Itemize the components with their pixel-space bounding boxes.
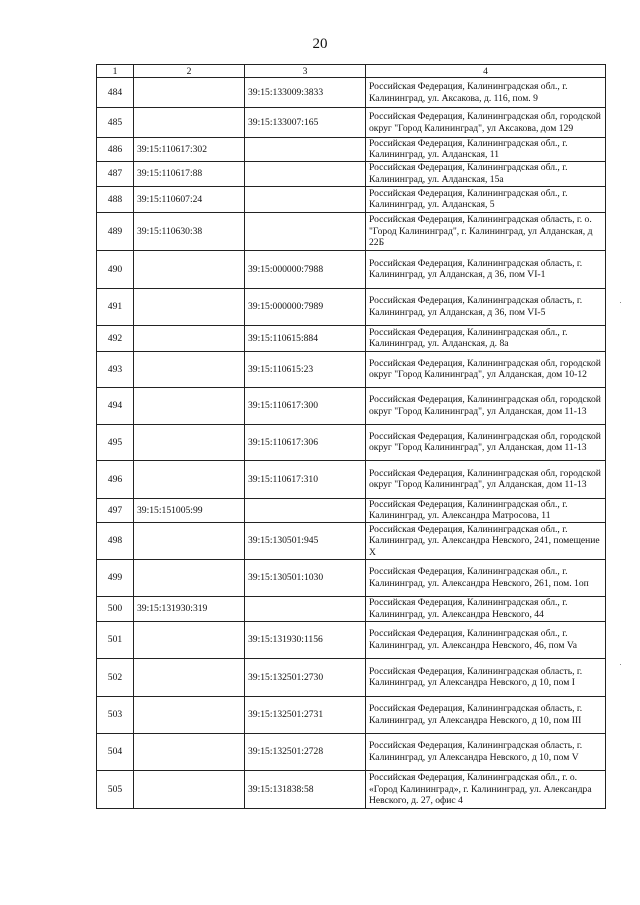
- cadastral-number-object: 39:15:132501:2731: [245, 696, 366, 733]
- address-cell: Российская Федерация, Калининградская обл., г. Калининград, ул. Алданская, 5: [366, 186, 606, 212]
- table-row: [97, 250, 606, 288]
- cadastral-number-land: [134, 325, 245, 351]
- scan-speck: [620, 302, 621, 303]
- table-row: [97, 696, 606, 733]
- address-cell: Российская Федерация, Калининградская обл, городской округ "Город Калининград", ул Алданская, дом 11-13: [366, 387, 606, 424]
- table-row: [97, 138, 606, 162]
- row-number: 502: [97, 658, 134, 696]
- row-number: 484: [97, 78, 134, 108]
- cadastral-number-object: 39:15:133009:3833: [245, 78, 366, 108]
- address-cell: Российская Федерация, Калининградская обл., г. Калининград, ул. Алданская, д. 8а: [366, 325, 606, 351]
- address-cell: Российская Федерация, Калининградская область, г. Калининград, ул Александра Невского, д 10, пом V: [366, 733, 606, 770]
- cadastral-number-object: [245, 498, 366, 522]
- cadastral-number-object: [245, 596, 366, 621]
- address-cell: Российская Федерация, Калининградская обл., г. о. «Город Калининград», г. Калининград, ул. Александра Невского, д. 27, офис 4: [366, 770, 606, 808]
- address-cell: Российская Федерация, Калининградская обл, городской округ "Город Калининград", ул Алданская, дом 11-13: [366, 460, 606, 498]
- table-row: [97, 212, 606, 250]
- table-row: [97, 108, 606, 138]
- cadastral-number-object: 39:15:110615:884: [245, 325, 366, 351]
- table-row: [97, 161, 606, 186]
- address-cell: Российская Федерация, Калининградская обл., г. Калининград, ул. Александра Невского, 261, пом. 1оп: [366, 559, 606, 596]
- address-cell: Российская Федерация, Калининградская обл., г. Калининград, ул. Александра Матросова, 11: [366, 498, 606, 522]
- address-cell: Российская Федерация, Калининградская обл., г. Калининград, ул. Аксакова, д. 116, пом. 9: [366, 78, 606, 108]
- row-number: 495: [97, 424, 134, 460]
- address-cell: Российская Федерация, Калининградская обл., г. Калининград, ул. Александра Невского, 46, пом Va: [366, 621, 606, 658]
- cadastral-number-land: [134, 387, 245, 424]
- page-number: 20: [312, 36, 328, 52]
- row-number: 497: [97, 498, 134, 522]
- cadastral-number-land: [134, 733, 245, 770]
- column-header: 3: [245, 65, 366, 78]
- cadastral-number-object: 39:15:000000:7989: [245, 288, 366, 325]
- row-number: 505: [97, 770, 134, 808]
- cadastral-number-land: 39:15:110617:302: [134, 138, 245, 162]
- cadastral-number-land: [134, 424, 245, 460]
- cadastral-number-land: [134, 621, 245, 658]
- row-number: 504: [97, 733, 134, 770]
- table-row: [97, 460, 606, 498]
- table-row: [97, 78, 606, 108]
- cadastral-number-land: [134, 770, 245, 808]
- row-number: 503: [97, 696, 134, 733]
- cadastral-number-land: 39:15:131930:319: [134, 596, 245, 621]
- table-row: [97, 596, 606, 621]
- cadastral-number-land: [134, 108, 245, 138]
- cadastral-number-object: [245, 212, 366, 250]
- registry-table: [96, 64, 606, 809]
- row-number: 500: [97, 596, 134, 621]
- address-cell: Российская Федерация, Калининградская обл., г. Калининград, ул. Алданская, 15а: [366, 161, 606, 186]
- table-row: [97, 351, 606, 387]
- cadastral-number-land: [134, 559, 245, 596]
- cadastral-number-object: [245, 138, 366, 162]
- row-number: 491: [97, 288, 134, 325]
- table-row: [97, 621, 606, 658]
- table-row: [97, 522, 606, 559]
- row-number: 499: [97, 559, 134, 596]
- cadastral-number-land: 39:15:110630:38: [134, 212, 245, 250]
- table-row: [97, 186, 606, 212]
- cadastral-number-land: [134, 78, 245, 108]
- address-cell: Российская Федерация, Калининградская область, г. Калининград, ул Александра Невского, д 10, пом I: [366, 658, 606, 696]
- cadastral-number-object: 39:15:110617:300: [245, 387, 366, 424]
- table-row: [97, 658, 606, 696]
- table-row: [97, 770, 606, 808]
- address-cell: Российская Федерация, Калининградская обл., г. Калининград, ул. Александра Невского, 44: [366, 596, 606, 621]
- cadastral-number-land: [134, 250, 245, 288]
- cadastral-number-land: [134, 658, 245, 696]
- address-cell: Российская Федерация, Калининградская область, г. Калининград, ул Алданская, д 36, пом VI-5: [366, 288, 606, 325]
- cadastral-number-object: 39:15:110617:310: [245, 460, 366, 498]
- cadastral-number-land: 39:15:151005:99: [134, 498, 245, 522]
- table-row: [97, 498, 606, 522]
- address-cell: Российская Федерация, Калининградская область, г. о. "Город Калининград", г. Калининград, ул Алданская, д 22Б: [366, 212, 606, 250]
- address-cell: Российская Федерация, Калининградская область, г. Калининград, ул Алданская, д 36, пом VI-1: [366, 250, 606, 288]
- address-cell: Российская Федерация, Калининградская обл, городской округ "Город Калининград", ул Алданская, дом 11-13: [366, 424, 606, 460]
- cadastral-number-object: 39:15:110617:306: [245, 424, 366, 460]
- table-row: [97, 559, 606, 596]
- cadastral-number-object: [245, 186, 366, 212]
- cadastral-number-land: 39:15:110617:88: [134, 161, 245, 186]
- cadastral-number-land: [134, 522, 245, 559]
- cadastral-number-object: 39:15:132501:2728: [245, 733, 366, 770]
- row-number: 493: [97, 351, 134, 387]
- address-cell: Российская Федерация, Калининградская обл, городской округ "Город Калининград", ул Алданская, дом 10-12: [366, 351, 606, 387]
- cadastral-number-object: 39:15:110615:23: [245, 351, 366, 387]
- row-number: 489: [97, 212, 134, 250]
- table-row: [97, 733, 606, 770]
- address-cell: Российская Федерация, Калининградская обл., г. Калининград, ул. Алданская, 11: [366, 138, 606, 162]
- table-row: [97, 325, 606, 351]
- cadastral-number-object: 39:15:131930:1156: [245, 621, 366, 658]
- cadastral-number-object: 39:15:000000:7988: [245, 250, 366, 288]
- cadastral-number-land: [134, 460, 245, 498]
- row-number: 485: [97, 108, 134, 138]
- row-number: 488: [97, 186, 134, 212]
- row-number: 490: [97, 250, 134, 288]
- cadastral-number-object: 39:15:130501:1030: [245, 559, 366, 596]
- row-number: 498: [97, 522, 134, 559]
- table-row: [97, 424, 606, 460]
- cadastral-number-land: [134, 696, 245, 733]
- column-header: 4: [366, 65, 606, 78]
- row-number: 487: [97, 161, 134, 186]
- table-row: [97, 288, 606, 325]
- row-number: 486: [97, 138, 134, 162]
- cadastral-number-object: [245, 161, 366, 186]
- row-number: 492: [97, 325, 134, 351]
- cadastral-number-object: 39:15:132501:2730: [245, 658, 366, 696]
- table-row: [97, 387, 606, 424]
- scan-speck: [620, 664, 621, 665]
- cadastral-number-land: 39:15:110607:24: [134, 186, 245, 212]
- cadastral-number-land: [134, 288, 245, 325]
- row-number: 494: [97, 387, 134, 424]
- address-cell: Российская Федерация, Калининградская область, г. Калининград, ул Александра Невского, д 10, пом III: [366, 696, 606, 733]
- cadastral-number-object: 39:15:130501:945: [245, 522, 366, 559]
- row-number: 501: [97, 621, 134, 658]
- address-cell: Российская Федерация, Калининградская обл., г. Калининград, ул. Александра Невского, 241, помещение X: [366, 522, 606, 559]
- address-cell: Российская Федерация, Калининградская обл, городской округ "Город Калининград", ул Аксакова, дом 129: [366, 108, 606, 138]
- cadastral-number-object: 39:15:131838:58: [245, 770, 366, 808]
- row-number: 496: [97, 460, 134, 498]
- cadastral-number-object: 39:15:133007:165: [245, 108, 366, 138]
- column-header: 1: [97, 65, 134, 78]
- cadastral-number-land: [134, 351, 245, 387]
- header-row: [97, 65, 606, 78]
- column-header: 2: [134, 65, 245, 78]
